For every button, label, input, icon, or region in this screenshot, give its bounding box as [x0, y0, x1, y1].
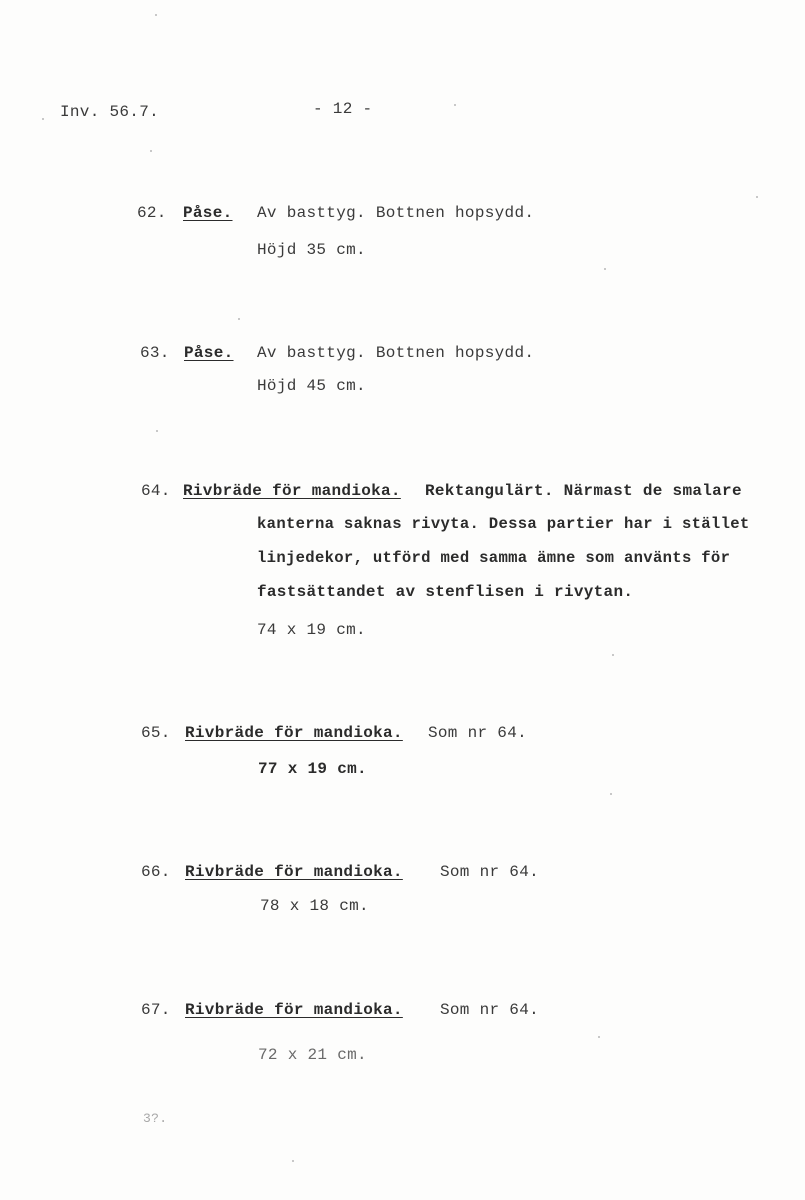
entry-description-line: fastsättandet av stenflisen i rivytan.: [257, 583, 634, 601]
entry-measurement: 72 x 21 cm.: [258, 1046, 367, 1064]
paper-speck: [42, 118, 44, 120]
entry-description-line: linjedekor, utförd med samma ämne som använts för: [257, 549, 731, 567]
entry-number: 64.: [141, 482, 171, 500]
page-number: - 12 -: [313, 100, 373, 118]
entry-number: 67.: [141, 1001, 171, 1019]
paper-speck: [604, 268, 606, 270]
entry-measurement: Höjd 35 cm.: [257, 241, 366, 259]
paper-speck: [155, 14, 157, 16]
entry-description: Som nr 64.: [440, 1001, 540, 1019]
entry-number: 63.: [140, 344, 170, 362]
entry-title: Påse.: [184, 344, 234, 362]
paper-speck: [150, 150, 152, 152]
entry-title: Rivbräde för mandioka.: [185, 724, 403, 742]
paper-speck: [292, 1160, 294, 1162]
entry-title: Rivbräde för mandioka.: [183, 482, 401, 500]
entry-description: Av basttyg. Bottnen hopsydd.: [257, 204, 535, 222]
entry-title: Rivbräde för mandioka.: [185, 1001, 403, 1019]
paper-speck: [598, 1036, 600, 1038]
footer-mark: 3?.: [143, 1111, 168, 1126]
paper-speck: [238, 318, 240, 320]
entry-measurement: 77 x 19 cm.: [258, 760, 367, 778]
entry-number: 65.: [141, 724, 171, 742]
entry-number: 62.: [137, 204, 167, 222]
entry-measurement: 74 x 19 cm.: [257, 621, 366, 639]
paper-speck: [756, 196, 758, 198]
entry-description: Som nr 64.: [440, 863, 540, 881]
paper-speck: [156, 430, 158, 432]
entry-description-line: kanterna saknas rivyta. Dessa partier har i stället: [257, 515, 750, 533]
entry-description: Av basttyg. Bottnen hopsydd.: [257, 344, 535, 362]
entry-title: Påse.: [183, 204, 233, 222]
paper-speck: [612, 654, 614, 656]
paper-speck: [454, 104, 456, 106]
entry-description: Som nr 64.: [428, 724, 528, 742]
entry-number: 66.: [141, 863, 171, 881]
entry-measurement: Höjd 45 cm.: [257, 377, 366, 395]
entry-measurement: 78 x 18 cm.: [260, 897, 369, 915]
inventory-number: Inv. 56.7.: [60, 103, 160, 121]
entry-description-line: Rektangulärt. Närmast de smalare: [425, 482, 742, 500]
paper-speck: [610, 793, 612, 795]
entry-title: Rivbräde för mandioka.: [185, 863, 403, 881]
